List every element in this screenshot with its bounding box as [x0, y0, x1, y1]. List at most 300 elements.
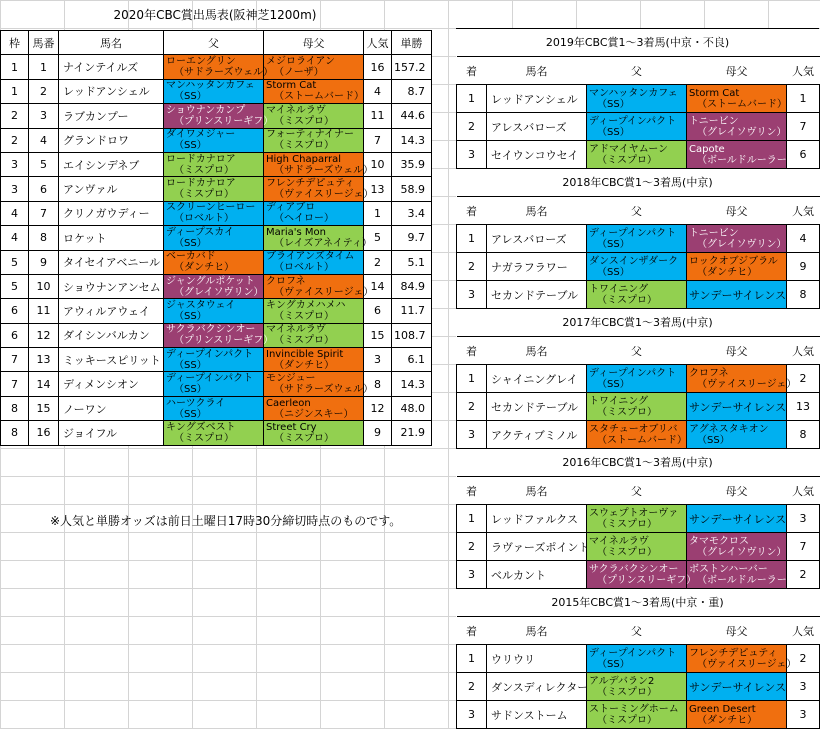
header-sire: 父	[587, 197, 687, 225]
sire-cell-subline: （ミスプロ）	[597, 294, 657, 306]
popularity-cell: 3	[787, 673, 820, 701]
sire-cell-subline: （SS）	[597, 98, 630, 110]
horse-name-cell: レッドアンシェル	[59, 79, 164, 103]
damsire-cell	[264, 299, 364, 323]
waku-cell: 6	[1, 299, 29, 323]
popularity-cell: 12	[364, 396, 392, 420]
past-result-row	[457, 141, 820, 169]
damsire-cell-line: High Chaparral	[266, 153, 342, 165]
odds-cell: 35.9	[392, 152, 432, 176]
popularity-cell: 9	[364, 421, 392, 445]
sire-cell-subline: （ミスプロ）	[597, 406, 657, 418]
horse-name-cell: ラブカンプー	[59, 104, 164, 128]
damsire-cell-subline: （ロベルト）	[274, 262, 334, 274]
umaban-cell: 4	[29, 128, 59, 152]
damsire-cell	[264, 421, 364, 445]
damsire-cell-subline: （ヴァイスリージェ）	[274, 286, 374, 298]
sire-cell	[164, 226, 264, 250]
sire-cell	[587, 225, 687, 253]
damsire-cell-subline: （グレイソヴリン）	[697, 546, 787, 558]
rank-cell: 1	[457, 85, 487, 113]
umaban-cell: 11	[29, 299, 59, 323]
past-result-row	[457, 645, 820, 673]
rank-cell: 3	[457, 701, 487, 729]
past-result-row	[457, 281, 820, 309]
odds-cell: 157.2	[392, 55, 432, 79]
sire-cell-line: スタチューオブリバ	[589, 423, 678, 435]
damsire-cell-subline: （ヘイロー）	[274, 213, 334, 225]
odds-cell: 21.9	[392, 421, 432, 445]
header-name: 馬名	[487, 337, 587, 365]
sire-cell-line: スクリーンヒーロー	[166, 202, 256, 214]
damsire-cell-subline: （ニジンスキー）	[274, 408, 354, 420]
rank-cell: 3	[457, 141, 487, 169]
sire-cell	[587, 113, 687, 141]
entry-row	[1, 201, 432, 225]
horse-name-cell: エイシンデネブ	[59, 152, 164, 176]
damsire-cell-line: サンデーサイレンス	[689, 512, 787, 526]
damsire-cell-line: Capote	[689, 143, 725, 155]
popularity-cell: 4	[787, 225, 820, 253]
past-results-table	[456, 56, 820, 169]
popularity-cell: 7	[787, 533, 820, 561]
horse-name-cell: アンヴァル	[59, 177, 164, 201]
past-result-row	[457, 505, 820, 533]
header-pop: 人気	[787, 57, 820, 85]
odds-cell: 8.7	[392, 79, 432, 103]
damsire-cell-line: ロックオブジブラル	[689, 255, 778, 267]
damsire-cell	[264, 201, 364, 225]
popularity-cell: 14	[364, 274, 392, 298]
header-damsire: 母父	[264, 31, 364, 55]
waku-cell: 7	[1, 348, 29, 372]
past-results-table	[456, 616, 820, 729]
popularity-cell: 11	[364, 104, 392, 128]
rank-cell: 1	[457, 365, 487, 393]
sire-cell-line: ディープインパクト	[589, 367, 677, 379]
popularity-cell: 16	[364, 55, 392, 79]
horse-name-cell: セカンドテーブル	[487, 281, 587, 309]
past-result-row	[457, 673, 820, 701]
sire-cell-line: ストーミングホーム	[589, 703, 679, 715]
past-section-title: 2016年CBC賞1～3着馬(中京)	[456, 448, 819, 476]
damsire-cell-line: フレンチデピュティ	[689, 647, 778, 659]
sire-cell	[164, 201, 264, 225]
umaban-cell: 16	[29, 421, 59, 445]
damsire-cell-line: ディアブロ	[266, 202, 316, 214]
horse-name-cell: ウリウリ	[487, 645, 587, 673]
sire-cell-subline: （プリンスリーギフ）	[174, 335, 274, 347]
damsire-cell-subline: （ミスプロ）	[274, 432, 334, 444]
damsire-cell-subline: （ストームバード）	[274, 91, 364, 103]
past-result-row	[457, 365, 820, 393]
umaban-cell: 2	[29, 79, 59, 103]
sire-cell	[164, 299, 264, 323]
past-header-row	[457, 57, 820, 85]
odds-cell: 6.1	[392, 348, 432, 372]
damsire-cell-subline: （ヴァイスリージェ）	[697, 378, 797, 390]
sire-cell-subline: （ミスプロ）	[174, 432, 234, 444]
popularity-cell: 8	[364, 372, 392, 396]
damsire-cell	[687, 281, 787, 309]
past-results-table	[456, 476, 820, 589]
horse-name-cell: アレスバローズ	[487, 225, 587, 253]
damsire-cell-line: トニービン	[689, 227, 739, 239]
sire-cell-line: キングズベスト	[166, 421, 236, 433]
past-result-row	[457, 225, 820, 253]
damsire-cell	[264, 274, 374, 298]
sire-cell-line: ディープインパクト	[589, 647, 677, 659]
sire-cell-line: ダイワメジャー	[166, 129, 236, 141]
past-results-table	[456, 196, 820, 309]
horse-name-cell: ベルカント	[487, 561, 587, 589]
damsire-cell-subline: （サドラーズウェル）	[274, 164, 374, 176]
horse-name-cell: ナインテイルズ	[59, 55, 164, 79]
damsire-cell	[264, 250, 364, 274]
damsire-cell	[687, 701, 787, 729]
popularity-cell: 3	[787, 505, 820, 533]
popularity-cell: 2	[364, 250, 392, 274]
sire-cell-subline: （ミスプロ）	[174, 189, 234, 201]
horse-name-cell: レッドファルクス	[487, 505, 587, 533]
umaban-cell: 12	[29, 323, 59, 347]
header-pop: 人気	[787, 337, 820, 365]
header-name: 馬名	[59, 31, 164, 55]
sire-cell-line: ベーカバド	[166, 251, 216, 263]
entry-row	[1, 421, 432, 445]
sire-cell	[587, 673, 687, 701]
sire-cell	[164, 177, 264, 201]
entry-row	[1, 177, 432, 201]
umaban-cell: 3	[29, 104, 59, 128]
past-section-title: 2017年CBC賞1～3着馬(中京)	[456, 308, 819, 336]
waku-cell: 8	[1, 421, 29, 445]
waku-cell: 6	[1, 323, 29, 347]
horse-name-cell: セイウンコウセイ	[487, 141, 587, 169]
sire-cell-subline: （SS）	[174, 91, 207, 103]
entry-row	[1, 152, 432, 176]
damsire-cell-line: Storm Cat	[266, 80, 317, 92]
umaban-cell: 15	[29, 396, 59, 420]
entry-row	[1, 128, 432, 152]
odds-cell: 3.4	[392, 201, 432, 225]
header-damsire: 母父	[687, 337, 787, 365]
damsire-cell	[264, 104, 364, 128]
sire-cell-subline: （ミスプロ）	[597, 546, 657, 558]
header-rank: 着	[457, 617, 487, 645]
header-odds: 単勝	[392, 31, 432, 55]
damsire-cell-subline: （ボールドルーラー）	[697, 154, 797, 166]
entry-row	[1, 79, 432, 103]
past-result-row	[457, 113, 820, 141]
past-result-row	[457, 421, 820, 449]
rank-cell: 3	[457, 281, 487, 309]
damsire-cell-line: マイネルラヴ	[266, 324, 326, 336]
sire-cell-subline: （SS）	[174, 408, 207, 420]
sire-cell-line: スウェプトオーヴァ	[589, 507, 679, 519]
header-waku: 枠	[1, 31, 29, 55]
horse-name-cell: グランドロワ	[59, 128, 164, 152]
damsire-cell-subline: （ノーザ）	[274, 67, 324, 79]
entry-row	[1, 274, 432, 298]
sire-cell-line: アルデバラン2	[589, 675, 655, 687]
sire-cell-line: ロードカナロア	[166, 178, 236, 190]
damsire-cell-line: マイネルラヴ	[266, 104, 326, 116]
damsire-cell	[264, 152, 374, 176]
popularity-cell: 13	[364, 177, 392, 201]
sire-cell	[587, 561, 697, 589]
rank-cell: 3	[457, 561, 487, 589]
sire-cell	[587, 701, 687, 729]
waku-cell: 2	[1, 128, 29, 152]
past-result-row	[457, 393, 820, 421]
header-pop: 人気	[787, 477, 820, 505]
damsire-cell-subline: （ヴァイスリージェ）	[274, 189, 374, 201]
header-name: 馬名	[487, 477, 587, 505]
damsire-cell	[264, 348, 364, 372]
popularity-cell: 10	[364, 152, 392, 176]
damsire-cell-line: Storm Cat	[689, 87, 740, 99]
damsire-cell-subline: （ダンチヒ）	[274, 359, 335, 371]
damsire-cell-line: サンデーサイレンス	[689, 288, 787, 302]
damsire-cell-subline: （ヴァイスリージェ）	[697, 658, 797, 670]
sire-cell-line: ディープスカイ	[166, 226, 234, 238]
header-pop: 人気	[364, 31, 392, 55]
odds-cell: 5.1	[392, 250, 432, 274]
damsire-cell-line: フレンチデピュティ	[266, 178, 355, 190]
odds-note: ※人気と単勝オッズは前日土曜日17時30分締切時点のものです。	[50, 514, 402, 528]
header-name: 馬名	[487, 617, 587, 645]
popularity-cell: 2	[787, 645, 820, 673]
sire-cell	[164, 274, 264, 298]
sire-cell	[164, 372, 264, 396]
sire-cell-line: マイネルラヴ	[589, 535, 649, 547]
header-damsire: 母父	[687, 197, 787, 225]
damsire-cell	[687, 533, 787, 561]
header-name: 馬名	[487, 57, 587, 85]
sire-cell-subline: （SS）	[174, 359, 207, 371]
odds-cell: 11.7	[392, 299, 432, 323]
horse-name-cell: ダイシンバルカン	[59, 323, 164, 347]
popularity-cell: 7	[787, 113, 820, 141]
popularity-cell: 5	[364, 226, 392, 250]
past-result-row	[457, 561, 820, 589]
sire-cell-subline: （SS）	[174, 310, 207, 322]
horse-name-cell: ミッキースピリット	[59, 348, 164, 372]
header-damsire: 母父	[687, 57, 787, 85]
damsire-cell-line: Street Cry	[266, 421, 317, 433]
horse-name-cell: ラヴァーズポイント	[487, 533, 587, 561]
damsire-cell	[687, 393, 787, 421]
past-result-row	[457, 85, 820, 113]
entry-row	[1, 250, 432, 274]
popularity-cell: 1	[364, 201, 392, 225]
past-results-table	[456, 336, 820, 449]
rank-cell: 1	[457, 505, 487, 533]
odds-cell: 58.9	[392, 177, 432, 201]
header-sire: 父	[587, 617, 687, 645]
header-damsire: 母父	[687, 477, 787, 505]
damsire-cell	[687, 85, 787, 113]
waku-cell: 5	[1, 250, 29, 274]
past-result-row	[457, 253, 820, 281]
waku-cell: 4	[1, 226, 29, 250]
past-result-row	[457, 701, 820, 729]
popularity-cell: 4	[364, 79, 392, 103]
entry-row	[1, 226, 432, 250]
damsire-cell-line: トニービン	[689, 115, 739, 127]
waku-cell: 7	[1, 372, 29, 396]
sire-cell	[587, 645, 687, 673]
sire-cell-subline: （SS）	[597, 378, 630, 390]
entry-row	[1, 323, 432, 347]
umaban-cell: 7	[29, 201, 59, 225]
sire-cell-line: ダンスインザダーク	[589, 255, 679, 267]
sire-cell-subline: （SS）	[597, 266, 630, 278]
sire-cell-subline: （ミスプロ）	[597, 714, 657, 726]
sire-cell	[164, 396, 264, 420]
odds-cell: 44.6	[392, 104, 432, 128]
header-damsire: 母父	[687, 617, 787, 645]
sire-cell	[164, 55, 274, 79]
damsire-cell-line: モンジュー	[266, 373, 316, 385]
sire-cell	[164, 128, 264, 152]
past-section-title: 2015年CBC賞1～3着馬(中京・重)	[456, 588, 819, 616]
sire-cell-subline: （プリンスリーギフ）	[597, 574, 697, 586]
damsire-cell-subline: （ミスプロ）	[274, 115, 334, 127]
damsire-cell-subline: （ミスプロ）	[274, 335, 334, 347]
sire-cell-line: ディープインパクト	[589, 227, 677, 239]
damsire-cell	[687, 365, 797, 393]
header-pop: 人気	[787, 617, 820, 645]
header-umaban: 馬番	[29, 31, 59, 55]
sire-cell-line: ハーツクライ	[166, 397, 226, 409]
horse-name-cell: タイセイアベニール	[59, 250, 164, 274]
damsire-cell-subline: （ダンチヒ）	[697, 714, 758, 726]
damsire-cell-subline: （レイズアネイティ）	[274, 237, 372, 249]
damsire-cell-subline: （ダンチヒ）	[697, 266, 758, 278]
sire-cell-subline: （SS）	[597, 238, 630, 250]
sire-cell-line: ショウナンカンプ	[166, 104, 246, 116]
popularity-cell: 7	[364, 128, 392, 152]
damsire-cell	[687, 673, 787, 701]
sire-cell	[587, 533, 687, 561]
waku-cell: 5	[1, 274, 29, 298]
umaban-cell: 14	[29, 372, 59, 396]
damsire-cell-line: キングカメハメハ	[266, 299, 346, 311]
sire-cell	[164, 323, 274, 347]
sire-cell-subline: （ロベルト）	[174, 213, 234, 225]
header-sire: 父	[587, 477, 687, 505]
horse-name-cell: アレスバローズ	[487, 113, 587, 141]
umaban-cell: 10	[29, 274, 59, 298]
popularity-cell: 9	[787, 253, 820, 281]
sire-cell-subline: （ストームバード）	[597, 434, 687, 446]
header-sire: 父	[587, 337, 687, 365]
waku-cell: 1	[1, 55, 29, 79]
sire-cell-line: マンハッタンカフェ	[166, 80, 255, 92]
damsire-cell	[687, 141, 797, 169]
sire-cell-subline: （SS）	[174, 140, 207, 152]
odds-cell: 14.3	[392, 372, 432, 396]
sire-cell	[587, 281, 687, 309]
past-section-title: 2018年CBC賞1～3着馬(中京)	[456, 168, 819, 196]
past-header-row	[457, 337, 820, 365]
popularity-cell: 3	[787, 701, 820, 729]
horse-name-cell: ショウナンアンセム	[59, 274, 164, 298]
odds-cell: 14.3	[392, 128, 432, 152]
damsire-cell-subline: （ミスプロ）	[274, 310, 334, 322]
sire-cell-subline: （SS）	[174, 237, 207, 249]
past-header-row	[457, 477, 820, 505]
horse-name-cell: レッドアンシェル	[487, 85, 587, 113]
waku-cell: 8	[1, 396, 29, 420]
damsire-cell-line: ボストンハーバー	[689, 563, 768, 575]
damsire-cell-subline: （グレイソヴリン）	[697, 126, 787, 138]
horse-name-cell: サドンストーム	[487, 701, 587, 729]
waku-cell: 3	[1, 177, 29, 201]
popularity-cell: 8	[787, 421, 820, 449]
sire-cell-line: サクラバクシンオー	[166, 324, 256, 336]
sire-cell	[587, 505, 687, 533]
damsire-cell-line: クロフネ	[266, 275, 306, 287]
sire-cell-line: ジャスタウェイ	[166, 299, 236, 311]
odds-cell: 48.0	[392, 396, 432, 420]
past-section-title: 2019年CBC賞1～3着馬(中京・不良)	[456, 28, 819, 56]
sire-cell-line: ロードカナロア	[166, 153, 236, 165]
popularity-cell: 2	[787, 561, 820, 589]
damsire-cell-subline: （グレイソヴリン）	[697, 238, 787, 250]
sire-cell-subline: （ミスプロ）	[174, 164, 234, 176]
sire-cell-line: ローエングリン	[166, 56, 236, 68]
damsire-cell	[687, 645, 797, 673]
header-sire: 父	[164, 31, 264, 55]
damsire-cell	[264, 323, 364, 347]
umaban-cell: 6	[29, 177, 59, 201]
rank-cell: 2	[457, 673, 487, 701]
sire-cell	[164, 104, 274, 128]
rank-cell: 1	[457, 645, 487, 673]
entries-header-row	[1, 31, 432, 55]
rank-cell: 2	[457, 393, 487, 421]
sire-cell	[587, 253, 687, 281]
entry-row	[1, 104, 432, 128]
header-rank: 着	[457, 477, 487, 505]
horse-name-cell: アクティブミノル	[487, 421, 587, 449]
horse-name-cell: ジョイフル	[59, 421, 164, 445]
sire-cell-line: トワイニング	[589, 283, 649, 295]
damsire-cell-line: アグネスタキオン	[689, 423, 769, 435]
horse-name-cell: ナガラフラワー	[487, 253, 587, 281]
horse-name-cell: ディメンシオン	[59, 372, 164, 396]
damsire-cell-subline: （ボールドルーラー）	[697, 574, 797, 586]
sire-cell-line: マンハッタンカフェ	[589, 87, 678, 99]
entry-row	[1, 55, 432, 79]
entry-row	[1, 348, 432, 372]
umaban-cell: 1	[29, 55, 59, 79]
damsire-cell-line: Green Desert	[689, 703, 756, 715]
sire-cell-subline: （ミスプロ）	[597, 518, 657, 530]
damsire-cell	[687, 505, 787, 533]
sire-cell-subline: （グレイソヴリン）	[174, 286, 264, 298]
header-sire: 父	[587, 57, 687, 85]
waku-cell: 3	[1, 152, 29, 176]
damsire-cell	[264, 396, 364, 420]
damsire-cell-subline: （ミスプロ）	[274, 140, 334, 152]
sire-cell	[587, 85, 687, 113]
damsire-cell-line: Invincible Spirit	[266, 348, 344, 360]
entry-row	[1, 396, 432, 420]
